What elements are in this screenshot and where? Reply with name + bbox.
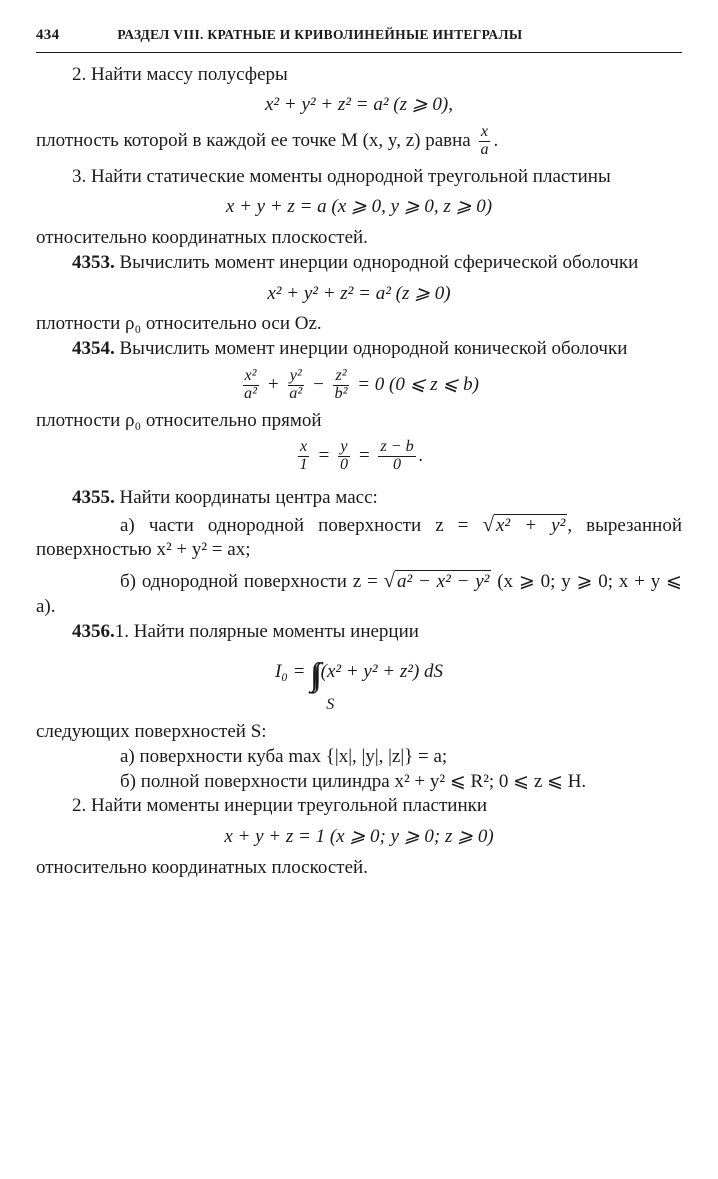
problem-number: 4355. <box>72 487 115 509</box>
problem-4356-b: б) полной поверхности цилиндра x² + y² ⩽ R²; 0 ⩽ z ⩽ H. <box>120 770 587 792</box>
problem-text: Вычислить момент инерции однородной конической оболочки <box>119 337 628 359</box>
frac-denominator: 0 <box>339 456 349 474</box>
formula-tail: = 0 (0 ⩽ z ⩽ b) <box>357 373 479 395</box>
fraction-x-over-a <box>478 124 490 159</box>
frac-denominator: 0 <box>392 456 402 474</box>
frac-denominator: a <box>480 140 489 158</box>
problem-4353-after: плотности ρ₀ относительно оси Oz. <box>36 313 322 335</box>
problem-2-intro: 2. Найти массу полусферы <box>72 63 288 85</box>
page-number: 434 <box>36 27 60 43</box>
problem-4354-after: плотности ρ₀ относительно прямой <box>36 409 322 431</box>
problem-4354 <box>36 337 682 362</box>
fraction <box>298 439 310 474</box>
frac-numerator: x² <box>244 366 257 384</box>
problem-3-after: относительно координатных плоскостей. <box>36 227 368 249</box>
fraction <box>338 439 350 474</box>
problem-number: 4354. <box>72 337 115 359</box>
fraction <box>242 368 259 403</box>
frac-denominator: a² <box>289 384 303 402</box>
problem-2-density <box>36 124 682 159</box>
part-a-rest: , вырезанной поверхностью x² + y² = ax; <box>36 514 682 561</box>
problem-number: 4356. <box>72 620 115 642</box>
frac-denominator: 1 <box>299 456 308 474</box>
formula-plane: x + y + z = a (x ⩾ 0, y ⩾ 0, z ⩾ 0) <box>225 196 493 218</box>
formula-line: $\frac{x}{1}$ = $\frac{y}{0}$ = $\frac{z - b}{0}$ . <box>299 438 424 474</box>
fraction <box>333 368 350 403</box>
frac-numerator: z² <box>335 366 347 384</box>
problem-4356-part2: 2. Найти моменты инерции треугольной пластинки <box>72 795 488 817</box>
sqrt: √ a² − x² − y² <box>383 568 490 593</box>
fraction <box>378 439 415 474</box>
sqrt: √ x² + y² <box>482 511 566 536</box>
formula-sphere-shell: x² + y² + z² = a² (z ⩾ 0) <box>267 282 451 304</box>
page <box>36 26 682 880</box>
formula-cone: $\frac{\text{x²}}{\text{a²}}$ + $\frac{\text{y²}}{\text{a²}}$ − $\frac{\text{z²}}{\text{b²}}$ = 0 (0 ⩽ z ⩽ b) <box>244 366 479 402</box>
frac-numerator: x <box>480 122 489 140</box>
formula-plate: x + y + z = 1 (x ⩾ 0; y ⩾ 0; z ⩾ 0) <box>224 825 494 847</box>
problem-text: Вычислить момент инерции однородной сферической оболочки <box>119 251 639 273</box>
problem-4356-surfaces: следующих поверхностей S: <box>36 721 267 743</box>
formula-hemisphere: x² + y² + z² = a² (z ⩾ 0), <box>265 94 453 116</box>
frac-numerator: x <box>300 438 308 456</box>
double-integral <box>310 654 335 714</box>
problem-4355-b <box>36 567 682 619</box>
problem-number: 4353. <box>72 251 115 273</box>
problem-4356-a: а) поверхности куба max {|x|, |y|, |z|} = a; <box>120 745 448 767</box>
integral-subscript: S <box>326 696 335 714</box>
formula-polar-moment <box>36 654 682 714</box>
formula-lhs: I₀ = <box>274 661 306 683</box>
frac-numerator: y <box>340 438 348 456</box>
problem-text: 1. Найти полярные моменты инерции <box>114 620 419 642</box>
problem-4355-a <box>36 511 682 563</box>
problem-text: Найти координаты центра масс: <box>119 487 378 509</box>
fraction <box>287 368 304 403</box>
radicand: x² + y² <box>496 514 566 536</box>
problem-3-intro: 3. Найти статические моменты однородной треугольной пластины <box>72 165 611 187</box>
frac-numerator: y² <box>289 366 302 384</box>
part-b-rest: (x ⩾ 0; y ⩾ 0; x + y ⩽ a). <box>36 571 682 617</box>
problem-4355 <box>36 486 682 511</box>
frac-denominator: a² <box>244 384 257 402</box>
problem-4356-after: относительно координатных плоскостей. <box>36 856 368 878</box>
integral-sign: ∫∫ <box>310 656 316 693</box>
part-a-text: а) части однородной поверхности z = <box>120 514 469 536</box>
section-title: РАЗДЕЛ VIII. КРАТНЫЕ И КРИВОЛИНЕЙНЫЕ ИНТЕГРАЛЫ <box>117 27 523 42</box>
problem-4356 <box>36 620 682 645</box>
problem-4353 <box>36 251 682 276</box>
radicand: a² − x² − y² <box>396 571 490 593</box>
density-text: плотность которой в каждой ее точке M (x, y, z) равна <box>36 129 471 151</box>
page-header <box>36 26 682 53</box>
period: . <box>493 129 499 151</box>
frac-denominator: b² <box>334 384 348 402</box>
formula-rhs: (x² + y² + z²) dS <box>320 661 444 683</box>
part-b-text: б) однородной поверхности z = <box>120 571 378 593</box>
frac-numerator: z − b <box>380 438 414 456</box>
